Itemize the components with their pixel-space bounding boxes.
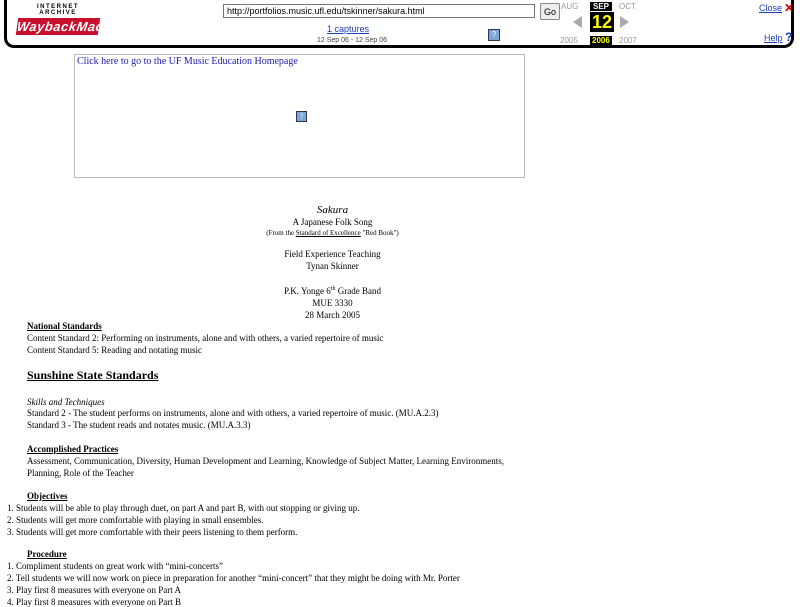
objective-item: 1. Students will be able to play through duet, on part A and part B, with out stopping or giving up. (7, 503, 360, 513)
current-month: SEP (590, 2, 612, 11)
practices-line: Assessment, Communication, Diversity, Human Development and Learning, Knowledge of Subject Matter, Learning Environments, (27, 456, 504, 466)
next-year-link[interactable]: 2007 (619, 36, 637, 45)
logo-top-text: INTERNET ARCHIVE (37, 4, 79, 16)
banner-frame (74, 54, 525, 178)
captures-link[interactable]: 1 captures (327, 24, 370, 34)
practices-line: Planning, Role of the Teacher (27, 468, 134, 478)
band-prefix: P.K. Yonge 6 (284, 286, 331, 296)
procedure-heading: Procedure (27, 549, 67, 559)
prev-month-link[interactable]: AUG (561, 2, 579, 11)
national-standard-item: Content Standard 5: Reading and notating music (27, 345, 202, 355)
source-line (0, 229, 665, 237)
objective-item: 3. Students will get more comfortable with their peers listening to them perform. (7, 527, 298, 537)
band-sup: th (330, 286, 336, 292)
next-month-link[interactable]: OCT (619, 2, 636, 11)
broken-image-icon: ? (296, 111, 307, 122)
help-link[interactable]: Help (764, 33, 783, 43)
uf-homepage-link[interactable]: Click here to go to the UF Music Education Homepage (77, 56, 298, 67)
objective-item: 2. Students will get more comfortable with playing in small ensembles. (7, 515, 264, 525)
skills-subheading: Skills and Techniques (27, 397, 105, 407)
help-icon[interactable]: ? (785, 30, 793, 44)
lesson-date: 28 March 2005 (305, 310, 360, 320)
band-suffix: Grade Band (335, 286, 381, 296)
close-link[interactable]: Close (759, 3, 783, 13)
band-line (0, 286, 665, 296)
wayback-logo[interactable] (15, 4, 134, 40)
close-icon[interactable]: ✕ (784, 1, 795, 15)
next-capture-arrow-icon[interactable] (620, 16, 629, 28)
source-prefix: (From the (266, 229, 296, 237)
prev-year-link[interactable]: 2005 (560, 36, 578, 45)
url-input[interactable]: http://portfolios.music.ufl.edu/tskinner/sakura.html (223, 4, 535, 18)
sunshine-standards-heading: Sunshine State Standards (27, 368, 159, 382)
procedure-item: 1. Compliment students on great work with “mini-concerts” (7, 561, 223, 571)
sparkline-broken-image-icon[interactable]: ? (488, 29, 500, 41)
page-title: Sakura (316, 204, 349, 216)
prev-capture-arrow-icon[interactable] (573, 16, 582, 28)
sunshine-standard-item: Standard 3 - The student reads and notates music. (MU.A.3.3) (27, 420, 251, 430)
source-suffix: "Red Book") (360, 229, 399, 237)
current-day: 12 (591, 12, 613, 32)
procedure-item: 3. Play first 8 measures with everyone on Part A (7, 585, 181, 595)
source-link: Standard of Excellence (295, 229, 361, 237)
procedure-item: 2. Tell students we will now work on piece in preparation for another “mini-concert” that they might be doing with Mr. Porter (7, 573, 460, 583)
sunshine-standard-item: Standard 2 - The student performs on instruments, alone and with others, a varied repertoire of music. (MU.A.2.3) (27, 408, 439, 418)
national-standards-heading: National Standards (27, 321, 102, 331)
teacher-name: Tynan Skinner (306, 261, 359, 271)
procedure-item: 4. Play first 8 measures with everyone on Part B (7, 597, 181, 607)
current-year: 2006 (592, 36, 610, 45)
objectives-heading: Objectives (27, 491, 68, 501)
capture-range: 12 Sep 06 - 12 Sep 06 (317, 37, 388, 44)
practices-heading: Accomplished Practices (27, 444, 119, 454)
national-standard-item: Content Standard 2: Performing on instruments, alone and with others, a varied repertoire of music (27, 333, 384, 343)
page-subtitle: A Japanese Folk Song (292, 217, 373, 227)
wayback-toolbar (4, 0, 794, 48)
course-code: MUE 3330 (312, 298, 353, 308)
go-button[interactable]: Go (540, 3, 560, 20)
field-experience: Field Experience Teaching (284, 249, 381, 259)
logo-main-text: WaybackMachine (15, 19, 134, 34)
